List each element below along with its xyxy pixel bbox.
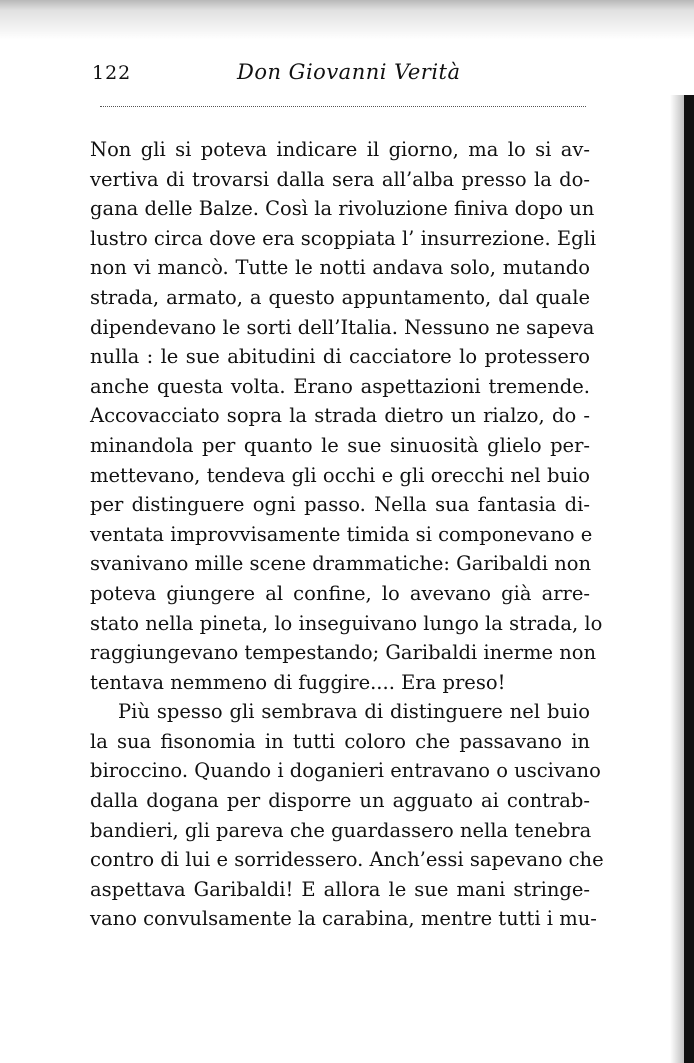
paragraph-1 bbox=[90, 135, 603, 697]
text-line: bandieri, gli pareva che guardassero nella tenebra bbox=[90, 818, 592, 842]
body-text bbox=[90, 135, 604, 934]
text-line: anche questa volta. Erano aspettazioni tremende. bbox=[90, 374, 590, 398]
text-line: stato nella pineta, lo inseguivano lungo la strada, lo bbox=[90, 611, 603, 635]
text-line: gana delle Balze. Così la rivoluzione finiva dopo un bbox=[90, 197, 595, 221]
page-header bbox=[92, 60, 592, 94]
running-title: Don Giovanni Verità bbox=[237, 60, 461, 84]
text-line: nulla : le sue abitudini di cacciatore lo protessero bbox=[90, 345, 590, 369]
paragraph-2 bbox=[90, 697, 604, 934]
text-line: per distinguere ogni passo. Nella sua fantasia di- bbox=[90, 493, 590, 517]
text-line: minandola per quanto le sue sinuosità glielo per- bbox=[90, 433, 590, 457]
text-line: svanivano mille scene drammatiche: Garibaldi non bbox=[90, 552, 592, 576]
text-line: dalla dogana per disporre un agguato ai contrab- bbox=[90, 789, 590, 813]
text-line: raggiungevano tempestando; Garibaldi inerme non bbox=[90, 641, 597, 665]
text-line: lustro circa dove era scoppiata l’ insurrezione. Egli bbox=[90, 226, 597, 250]
header-rule bbox=[100, 106, 586, 107]
text-line: non vi mancò. Tutte le notti andava solo, mutando bbox=[90, 256, 590, 280]
text-line: aspettava Garibaldi! E allora le sue mani stringe- bbox=[90, 877, 590, 901]
text-line: poteva giungere al confine, lo avevano già arre- bbox=[90, 581, 590, 605]
text-line: Non gli si poteva indicare il giorno, ma lo si av- bbox=[90, 138, 590, 161]
text-line: strada, armato, a questo appuntamento, dal quale bbox=[90, 285, 590, 309]
binding-shadow bbox=[670, 95, 684, 1063]
text-line: dipendevano le sorti dell’Italia. Nessuno ne sapeva bbox=[90, 315, 595, 339]
text-line: mettevano, tendeva gli occhi e gli orecchi nel buio bbox=[90, 463, 590, 487]
page-edge bbox=[684, 95, 694, 1063]
text-line: ventata improvvisamente timida si componevano e bbox=[90, 522, 593, 546]
text-line: Accovacciato sopra la strada dietro un rialzo, do - bbox=[90, 404, 590, 428]
text-line: Più spesso gli sembrava di distinguere nel buio bbox=[118, 700, 590, 724]
text-line: tentava nemmeno di fuggire.... Era preso! bbox=[90, 670, 506, 694]
text-line: la sua fisonomia in tutti coloro che passavano in bbox=[90, 729, 590, 753]
text-line: vertiva di trovarsi dalla sera all’alba presso la do- bbox=[90, 167, 590, 191]
page-number: 122 bbox=[92, 62, 132, 84]
text-line: contro di lui e sorridessero. Anch’essi sapevano che bbox=[90, 848, 604, 872]
text-line: biroccino. Quando i doganieri entravano o uscivano bbox=[90, 759, 601, 783]
text-line: vano convulsamente la carabina, mentre tutti i mu- bbox=[90, 907, 597, 931]
scan-shadow bbox=[0, 0, 694, 44]
